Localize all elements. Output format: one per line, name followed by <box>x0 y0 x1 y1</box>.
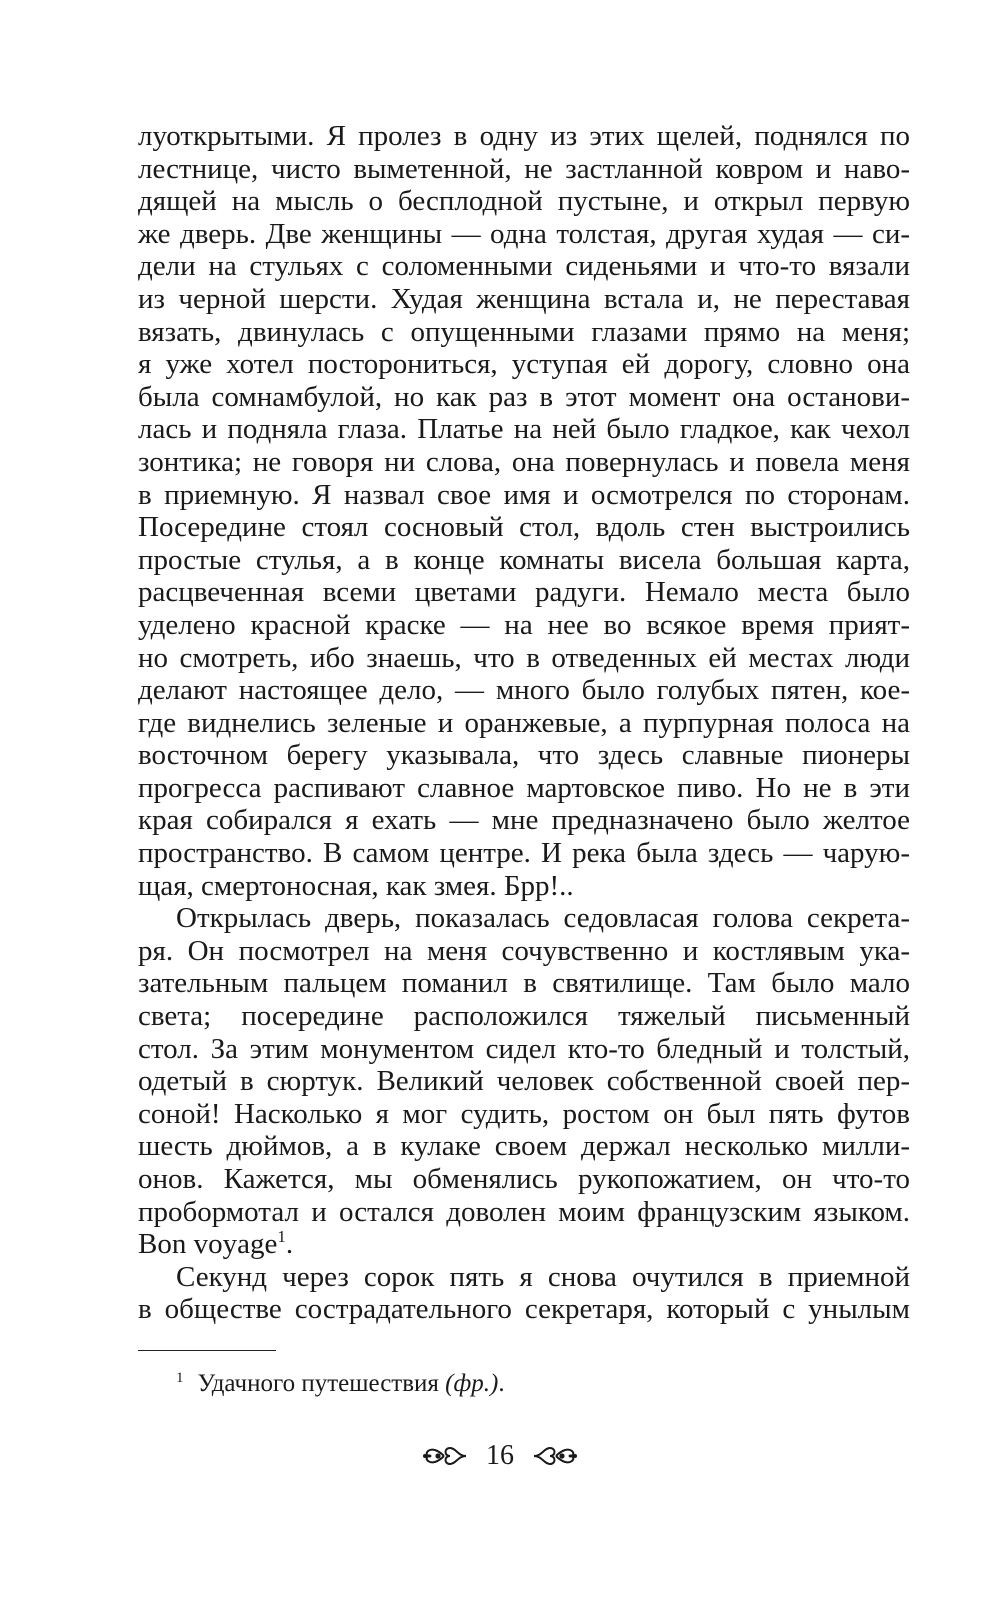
text-line-content: но смотреть, ибо знаешь, что в отведенных ей местах люди <box>138 641 910 674</box>
text-line <box>138 120 910 153</box>
text-line-content: из черной шерсти. Худая женщина встала и, не переставая <box>138 282 910 315</box>
text-line-content: света; посередине расположился тяжелый письменный <box>138 1000 910 1033</box>
text-line-tail: . <box>285 1228 294 1261</box>
text-line <box>138 413 910 446</box>
text-line-content: вязать, двинулась с опущенными глазами прямо на меня; <box>138 315 910 348</box>
text-line <box>138 837 910 870</box>
text-line <box>138 511 910 544</box>
text-line-content: расцвеченная всеми цветами радуги. Немало места было <box>138 576 910 609</box>
text-line-content: простые стулья, а в конце комнаты висела большая карта, <box>138 543 910 576</box>
text-line <box>138 479 910 512</box>
text-line <box>138 804 910 837</box>
text-line-content: луоткрытыми. Я пролез в одну из этих щелей, поднялся по <box>138 120 910 152</box>
text-line <box>138 1033 910 1066</box>
text-line <box>138 1196 910 1229</box>
text-line <box>138 1261 910 1294</box>
text-line <box>138 1098 910 1131</box>
text-line <box>138 544 910 577</box>
text-line-content: одетый в сюртук. Великий человек собственной своей пер- <box>138 1065 910 1098</box>
text-line <box>138 185 910 218</box>
footnote <box>176 1370 505 1398</box>
text-line <box>138 609 910 642</box>
text-line <box>138 739 910 772</box>
text-line-content: я уже хотел посторониться, уступая ей дорогу, словно она <box>138 348 910 381</box>
text-line-content: зательным пальцем поманил в святилище. Там было мало <box>138 967 910 1000</box>
page-footer <box>0 1440 1000 1472</box>
text-line <box>138 1163 910 1196</box>
footnote-abbreviation: (фр.) <box>445 1370 499 1397</box>
text-line <box>138 316 910 349</box>
text-line-content: восточном берегу указывала, что здесь славные пионеры <box>138 739 910 772</box>
text-line <box>138 283 910 316</box>
text-line-content: же дверь. Две женщины — одна толстая, другая худая — си- <box>138 217 910 250</box>
text-line <box>138 250 910 283</box>
text-line-content: пространство. В самом центре. И река была здесь — чарую- <box>138 837 910 870</box>
text-line-content: пробормотал и остался доволен моим французским языком. <box>138 1195 910 1228</box>
footnote-end: . <box>498 1370 505 1397</box>
text-line-content: была сомнамбулой, но как раз в этот момент она останови- <box>138 380 910 413</box>
text-line-content: края собирался я ехать — мне предназначено было желтое <box>138 804 910 837</box>
text-line-content: Посередине стоял сосновый стол, вдоль стен выстроились <box>138 511 910 544</box>
text-line-content: ря. Он посмотрел на меня сочувственно и костлявым ука- <box>138 934 910 967</box>
text-line-content: прогресса распивают славное мартовское пиво. Но не в эти <box>138 771 910 804</box>
text-line <box>138 707 910 740</box>
text-line <box>138 576 910 609</box>
text-line <box>138 674 910 707</box>
text-line <box>138 967 910 1000</box>
text-line <box>138 870 910 903</box>
text-line-content: уделено красной краске — на нее во всякое время прият- <box>138 608 910 641</box>
text-line <box>138 772 910 805</box>
text-line <box>138 446 910 479</box>
fleuron-ornament-icon <box>532 1447 578 1464</box>
text-line-content: Bon voyage <box>138 1228 278 1261</box>
text-line-content: дящей на мысль о бесплодной пустыне, и открыл первую <box>138 185 910 218</box>
text-line <box>138 935 910 968</box>
text-line-content: зонтика; не говоря ни слова, она повернулась и повела меня <box>138 445 910 478</box>
text-line-content: Открылась дверь, показалась седовласая голова секрета- <box>176 902 910 935</box>
text-line-content: в приемную. Я назвал свое имя и осмотрелся по сторонам. <box>138 478 910 511</box>
text-line-content: лась и подняла глаза. Платье на ней было гладкое, как чехол <box>138 413 910 446</box>
fleuron-ornament-icon <box>422 1447 472 1464</box>
text-line-content: щая, смертоносная, как змея. Брр!.. <box>138 869 574 902</box>
text-line-content: шесть дюймов, а в кулаке своем держал несколько милли- <box>138 1130 910 1163</box>
text-line-content: соной! Насколько я мог судить, ростом он был пять футов <box>138 1097 910 1130</box>
body-text <box>138 120 910 1326</box>
text-line-content: где виднелись зеленые и оранжевые, а пурпурная полоса на <box>138 706 910 739</box>
footnote-reference: 1 <box>277 1227 286 1247</box>
footnote-text: Удачного путешествия <box>197 1370 446 1397</box>
footnote-number: 1 <box>176 1370 184 1386</box>
text-line <box>138 902 910 935</box>
text-line-content: онов. Кажется, мы обменялись рукопожатием, он что-то <box>138 1163 910 1195</box>
text-line-content: в обществе сострадательного секретаря, который с унылым <box>138 1293 910 1326</box>
text-line <box>138 1293 910 1326</box>
page-number: 16 <box>486 1440 514 1471</box>
text-line <box>138 1065 910 1098</box>
text-line <box>138 218 910 251</box>
text-line-content: Секунд через сорок пять я снова очутился в приемной <box>176 1260 910 1293</box>
text-line <box>138 642 910 675</box>
text-line-content: дели на стульях с соломенными сиденьями и что-то вязали <box>138 250 910 283</box>
text-line <box>138 348 910 381</box>
text-line-content: лестнице, чисто выметенной, не застланной ковром и наво- <box>138 152 910 185</box>
text-line <box>138 153 910 186</box>
text-line <box>138 381 910 414</box>
footnote-divider <box>138 1350 276 1351</box>
text-line <box>138 1000 910 1033</box>
text-line <box>138 1228 910 1261</box>
text-line <box>138 1130 910 1163</box>
text-line-content: стол. За этим монументом сидел кто-то бледный и толстый, <box>138 1032 910 1065</box>
text-line-content: делают настоящее дело, — много было голубых пятен, кое- <box>138 674 910 707</box>
